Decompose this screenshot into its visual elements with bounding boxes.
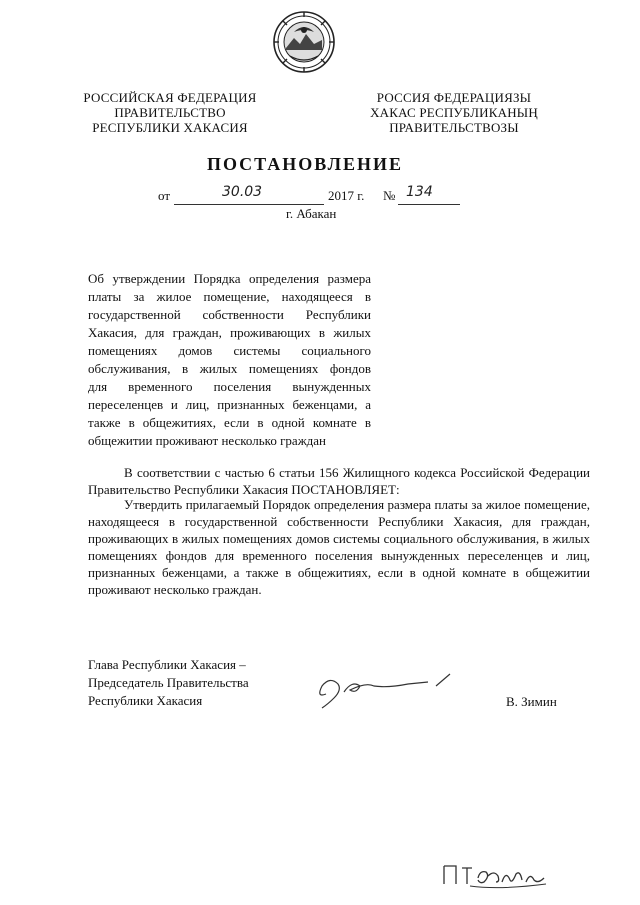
year-label: 2017 г.	[328, 188, 365, 203]
number-underline	[398, 204, 460, 205]
emblem-icon	[272, 10, 336, 74]
subject-line: обслуживания, в жилых помещениях фондов	[88, 361, 371, 376]
header-right-line-3: ПРАВИТЕЛЬСТВОЗЫ	[389, 120, 519, 135]
subject-line: Об утверждении Порядка определения размера	[88, 271, 371, 286]
subject-line: помещениях домов системы социального	[88, 343, 371, 358]
subject-line: платы за жилое помещение, находящееся в	[88, 289, 371, 304]
body-paragraph-2	[88, 496, 590, 598]
signature-title-line-2: Председатель Правительства	[88, 675, 249, 690]
signatory-name: В. Зимин	[506, 694, 557, 709]
body-paragraph-1: В соответствии с частью 6 статьи 156 Жилищного кодекса Российской Федерации Правительство Республики Хакасия ПОСТАНОВЛЯЕТ:	[88, 465, 590, 497]
subject-line: переселенцев и лиц, признанных беженцами, а	[88, 397, 371, 412]
document-title: ПОСТАНОВЛЕНИЕ	[206, 154, 404, 174]
signature-title	[88, 656, 288, 710]
body-paragraph-2-text: Утвердить прилагаемый Порядок определения размера платы за жилое помещение, находящееся в государственной собственности Республики Хакасия, для граждан, проживающих в жилых помещениях домов системы социального обслуживания, в жилых помещениях фондов для временного поселения вынужденных переселенцев и лиц, признанных беженцами, а также в общежитиях, если в одной комнате в общежитии проживают несколько граждан.	[88, 497, 590, 597]
date-handwritten: 30.03	[222, 184, 263, 200]
header-left-line-1: РОССИЙСКАЯ ФЕДЕРАЦИЯ	[83, 90, 257, 105]
subject-block	[88, 270, 371, 450]
subject-line: также в общежитиях, если в одной комнате в	[88, 415, 371, 430]
subject-line: Хакасия, для граждан, проживающих в жилых	[88, 325, 371, 340]
subject-line: общежитии проживают несколько граждан	[88, 433, 327, 448]
header-right-line-1: РОССИЯ ФЕДЕРАЦИЯЗЫ	[376, 90, 532, 105]
handwritten-signature-icon	[308, 664, 468, 714]
header-left-line-3: РЕСПУБЛИКИ ХАКАСИЯ	[92, 120, 248, 135]
header-left-line-2: ПРАВИТЕЛЬСТВО	[114, 105, 226, 120]
number-handwritten: 134	[406, 184, 433, 200]
header-right	[352, 90, 556, 135]
number-prefix: №	[383, 188, 396, 203]
subject-line: государственной собственности Республики	[88, 307, 371, 322]
signature-title-line-3: Республики Хакасия	[88, 693, 203, 708]
date-prefix: от	[158, 188, 171, 203]
handwritten-note-icon	[440, 858, 550, 890]
header-right-line-2: ХАКАС РЕСПУБЛИКАНЫҢ	[370, 105, 538, 120]
city-label: г. Абакан	[286, 206, 337, 221]
date-underline	[174, 204, 324, 205]
signature-title-line-1: Глава Республики Хакасия –	[88, 657, 246, 672]
header-left	[70, 90, 270, 135]
subject-line: для временного поселения вынужденных	[88, 379, 371, 394]
